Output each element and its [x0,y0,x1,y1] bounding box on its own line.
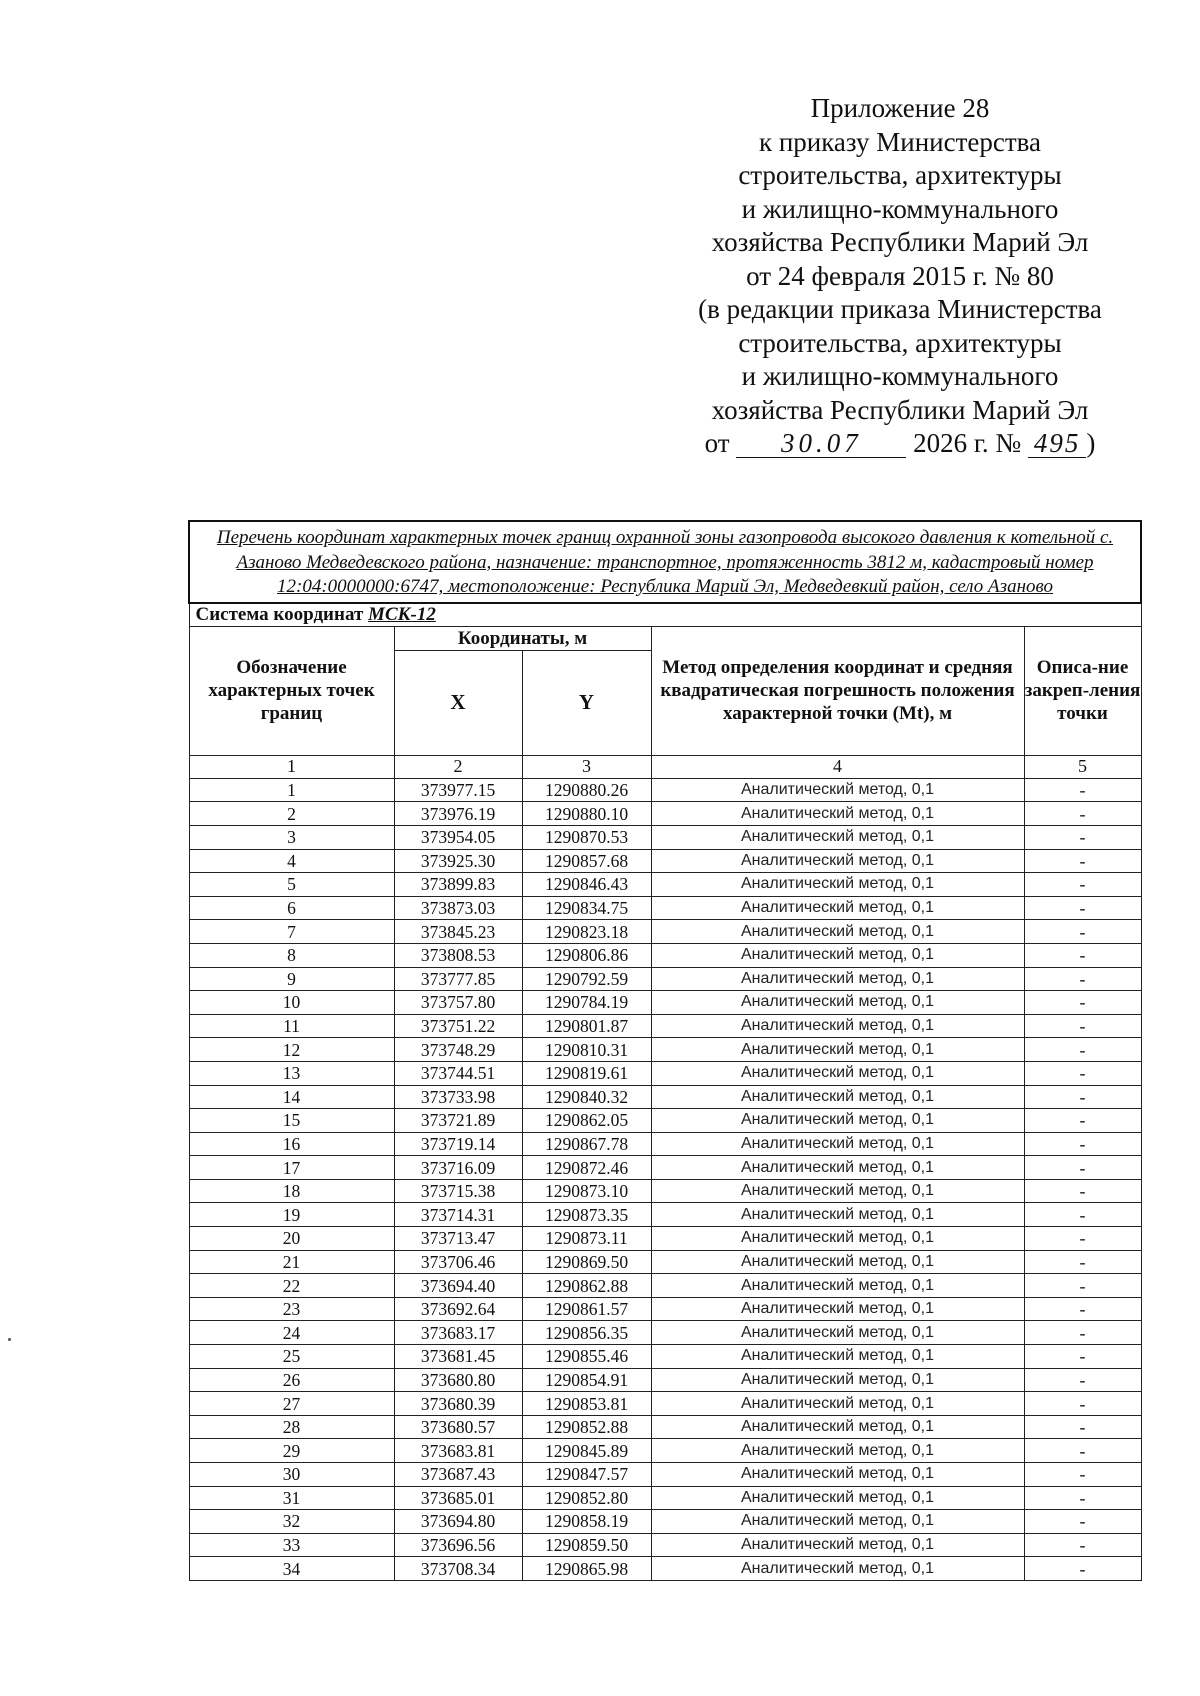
y-coordinate: 1290857.68 [522,849,651,873]
appendix-line: от 24 февраля 2015 г. № 80 [746,260,1054,291]
x-coordinate: 373714.31 [394,1203,522,1227]
description-cell: - [1024,896,1141,920]
x-coordinate: 373925.30 [394,849,522,873]
table-row [189,991,1141,1015]
point-number: 9 [189,967,394,991]
description-cell: - [1024,1463,1141,1487]
table-row [189,1274,1141,1298]
point-number: 30 [189,1463,394,1487]
table-row [189,1156,1141,1180]
column-number-row [189,755,1141,778]
point-number: 34 [189,1557,394,1581]
method-cell: Аналитический метод, 0,1 [651,967,1024,991]
x-coordinate: 373683.17 [394,1321,522,1345]
point-number: 20 [189,1227,394,1251]
point-number: 24 [189,1321,394,1345]
x-coordinate: 373680.80 [394,1368,522,1392]
description-cell: - [1024,802,1141,826]
table-row [189,1109,1141,1133]
y-coordinate: 1290847.57 [522,1463,651,1487]
point-number: 31 [189,1486,394,1510]
y-coordinate: 1290853.81 [522,1392,651,1416]
method-cell: Аналитический метод, 0,1 [651,873,1024,897]
description-cell: - [1024,1533,1141,1557]
x-coordinate: 373715.38 [394,1179,522,1203]
method-cell: Аналитический метод, 0,1 [651,1156,1024,1180]
method-cell: Аналитический метод, 0,1 [651,1510,1024,1534]
method-cell: Аналитический метод, 0,1 [651,1179,1024,1203]
table-row [189,1557,1141,1581]
x-coordinate: 373721.89 [394,1109,522,1133]
y-coordinate: 1290872.46 [522,1156,651,1180]
table-row [189,1321,1141,1345]
table-row [189,1227,1141,1251]
y-coordinate: 1290846.43 [522,873,651,897]
table-body [189,778,1141,1580]
y-coordinate: 1290840.32 [522,1085,651,1109]
x-coordinate: 373873.03 [394,896,522,920]
method-cell: Аналитический метод, 0,1 [651,802,1024,826]
table-row [189,967,1141,991]
x-coordinate: 373976.19 [394,802,522,826]
point-number: 18 [189,1179,394,1203]
y-coordinate: 1290861.57 [522,1297,651,1321]
method-cell: Аналитический метод, 0,1 [651,896,1024,920]
y-coordinate: 1290845.89 [522,1439,651,1463]
y-coordinate: 1290867.78 [522,1132,651,1156]
appendix-line: строительства, архитектуры [738,327,1062,358]
x-coordinate: 373954.05 [394,825,522,849]
point-number: 5 [189,873,394,897]
table-row [189,1061,1141,1085]
x-coordinate: 373708.34 [394,1557,522,1581]
table-row [189,1132,1141,1156]
x-coordinate: 373680.39 [394,1392,522,1416]
appendix-line: и жилищно-коммунального [741,193,1059,224]
appendix-edition-line [640,427,1160,461]
y-coordinate: 1290880.26 [522,778,651,802]
method-cell: Аналитический метод, 0,1 [651,1109,1024,1133]
y-coordinate: 1290784.19 [522,991,651,1015]
y-coordinate: 1290792.59 [522,967,651,991]
method-cell: Аналитический метод, 0,1 [651,1533,1024,1557]
description-cell: - [1024,1085,1141,1109]
point-number: 14 [189,1085,394,1109]
method-cell: Аналитический метод, 0,1 [651,1061,1024,1085]
y-coordinate: 1290834.75 [522,896,651,920]
closing-paren: ) [1086,428,1096,458]
table-row [189,920,1141,944]
table-row [189,778,1141,802]
table-row [189,1038,1141,1062]
x-coordinate: 373757.80 [394,991,522,1015]
description-cell: - [1024,1415,1141,1439]
header-designation: Обозначение характерных точек границ [189,626,394,755]
table-row [189,1179,1141,1203]
y-coordinate: 1290859.50 [522,1533,651,1557]
description-cell: - [1024,991,1141,1015]
y-coordinate: 1290852.80 [522,1486,651,1510]
y-coordinate: 1290856.35 [522,1321,651,1345]
x-coordinate: 373716.09 [394,1156,522,1180]
x-coordinate: 373845.23 [394,920,522,944]
y-coordinate: 1290852.88 [522,1415,651,1439]
y-coordinate: 1290873.10 [522,1179,651,1203]
point-number: 26 [189,1368,394,1392]
table-row [189,1014,1141,1038]
point-number: 23 [189,1297,394,1321]
method-cell: Аналитический метод, 0,1 [651,1345,1024,1369]
description-cell: - [1024,1368,1141,1392]
appendix-line: хозяйства Республики Марий Эл [711,227,1089,257]
method-cell: Аналитический метод, 0,1 [651,1250,1024,1274]
y-coordinate: 1290819.61 [522,1061,651,1085]
x-coordinate: 373683.81 [394,1439,522,1463]
y-coordinate: 1290858.19 [522,1510,651,1534]
point-number: 12 [189,1038,394,1062]
y-coordinate: 1290854.91 [522,1368,651,1392]
point-number: 27 [189,1392,394,1416]
description-cell: - [1024,1321,1141,1345]
table-row [189,896,1141,920]
point-number: 1 [189,778,394,802]
point-number: 6 [189,896,394,920]
y-coordinate: 1290806.86 [522,943,651,967]
y-coordinate: 1290823.18 [522,920,651,944]
method-cell: Аналитический метод, 0,1 [651,1392,1024,1416]
y-coordinate: 1290873.35 [522,1203,651,1227]
handwritten-date: 30.07 [736,429,906,458]
coordinate-system-label: Система координат [195,603,364,625]
method-cell: Аналитический метод, 0,1 [651,1203,1024,1227]
coordinate-system-value: МСК-12 [368,603,436,625]
x-coordinate: 373977.15 [394,778,522,802]
y-coordinate: 1290862.05 [522,1109,651,1133]
description-cell: - [1024,1061,1141,1085]
column-number: 4 [651,755,1024,778]
point-number: 17 [189,1156,394,1180]
method-cell: Аналитический метод, 0,1 [651,1227,1024,1251]
point-number: 21 [189,1250,394,1274]
method-cell: Аналитический метод, 0,1 [651,1014,1024,1038]
point-number: 2 [189,802,394,826]
y-coordinate: 1290810.31 [522,1038,651,1062]
header-y: Y [522,650,651,755]
y-coordinate: 1290873.11 [522,1227,651,1251]
point-number: 29 [189,1439,394,1463]
date-prefix: от [704,428,730,458]
description-cell: - [1024,873,1141,897]
point-number: 11 [189,1014,394,1038]
method-cell: Аналитический метод, 0,1 [651,1415,1024,1439]
description-cell: - [1024,1345,1141,1369]
method-cell: Аналитический метод, 0,1 [651,1038,1024,1062]
table-row [189,1203,1141,1227]
table-row [189,825,1141,849]
point-number: 10 [189,991,394,1015]
point-number: 3 [189,825,394,849]
description-cell: - [1024,1203,1141,1227]
description-cell: - [1024,1250,1141,1274]
table-row [189,1085,1141,1109]
x-coordinate: 373694.40 [394,1274,522,1298]
method-cell: Аналитический метод, 0,1 [651,1274,1024,1298]
method-cell: Аналитический метод, 0,1 [651,1486,1024,1510]
description-cell: - [1024,1297,1141,1321]
table-row [189,1510,1141,1534]
coordinates-table [188,520,1142,1581]
x-coordinate: 373808.53 [394,943,522,967]
header-description: Описа-ние закреп-ления точки [1024,626,1141,755]
table-title: Перечень координат характерных точек границ охранной зоны газопровода высокого давления к котельной с. Азаново Медведевского района, назначение: транспортное, протяженность 3812 м, кадастровый номер 12:04:0000000:6747, местоположение: Республика Марий Эл, Медведевкий район, село Азаново [189,521,1141,603]
x-coordinate: 373733.98 [394,1085,522,1109]
method-cell: Аналитический метод, 0,1 [651,778,1024,802]
method-cell: Аналитический метод, 0,1 [651,1132,1024,1156]
column-number: 5 [1024,755,1141,778]
table-row [189,1368,1141,1392]
y-coordinate: 1290869.50 [522,1250,651,1274]
description-cell: - [1024,967,1141,991]
x-coordinate: 373719.14 [394,1132,522,1156]
x-coordinate: 373687.43 [394,1463,522,1487]
point-number: 25 [189,1345,394,1369]
method-cell: Аналитический метод, 0,1 [651,1557,1024,1581]
description-cell: - [1024,1439,1141,1463]
x-coordinate: 373713.47 [394,1227,522,1251]
table-row [189,943,1141,967]
year-label: 2026 г. № [913,428,1022,458]
x-coordinate: 373706.46 [394,1250,522,1274]
appendix-line: хозяйства Республики Марий Эл [711,394,1089,425]
point-number: 16 [189,1132,394,1156]
description-cell: - [1024,778,1141,802]
method-cell: Аналитический метод, 0,1 [651,849,1024,873]
coordinate-system [189,603,1141,627]
appendix-line: строительства, архитектуры [738,160,1062,190]
description-cell: - [1024,1392,1141,1416]
x-coordinate: 373696.56 [394,1533,522,1557]
handwritten-number: 495 [1028,429,1087,458]
y-coordinate: 1290855.46 [522,1345,651,1369]
x-coordinate: 373685.01 [394,1486,522,1510]
description-cell: - [1024,1179,1141,1203]
y-coordinate: 1290880.10 [522,802,651,826]
description-cell: - [1024,1557,1141,1581]
method-cell: Аналитический метод, 0,1 [651,1297,1024,1321]
method-cell: Аналитический метод, 0,1 [651,1439,1024,1463]
y-coordinate: 1290865.98 [522,1557,651,1581]
description-cell: - [1024,1132,1141,1156]
method-cell: Аналитический метод, 0,1 [651,1368,1024,1392]
x-coordinate: 373680.57 [394,1415,522,1439]
point-number: 15 [189,1109,394,1133]
point-number: 32 [189,1510,394,1534]
table-row [189,1297,1141,1321]
x-coordinate: 373681.45 [394,1345,522,1369]
appendix-line: Приложение 28 [810,93,990,123]
table-row [189,1345,1141,1369]
x-coordinate: 373692.64 [394,1297,522,1321]
x-coordinate: 373777.85 [394,967,522,991]
column-number: 3 [522,755,651,778]
description-cell: - [1024,849,1141,873]
description-cell: - [1024,1014,1141,1038]
point-number: 28 [189,1415,394,1439]
header-method: Метод определения координат и средняя квадратическая погрешность положения характерной точки (Mt), м [651,626,1024,755]
point-number: 13 [189,1061,394,1085]
y-coordinate: 1290862.88 [522,1274,651,1298]
column-number: 2 [394,755,522,778]
x-coordinate: 373744.51 [394,1061,522,1085]
method-cell: Аналитический метод, 0,1 [651,1463,1024,1487]
point-number: 22 [189,1274,394,1298]
point-number: 7 [189,920,394,944]
x-coordinate: 373899.83 [394,873,522,897]
x-coordinate: 373694.80 [394,1510,522,1534]
description-cell: - [1024,1109,1141,1133]
table-row [189,802,1141,826]
method-cell: Аналитический метод, 0,1 [651,920,1024,944]
description-cell: - [1024,920,1141,944]
x-coordinate: 373748.29 [394,1038,522,1062]
table-row [189,1533,1141,1557]
method-cell: Аналитический метод, 0,1 [651,991,1024,1015]
y-coordinate: 1290801.87 [522,1014,651,1038]
description-cell: - [1024,1274,1141,1298]
column-number: 1 [189,755,394,778]
table-row [189,1439,1141,1463]
description-cell: - [1024,1038,1141,1062]
scan-speck [8,1338,11,1341]
y-coordinate: 1290870.53 [522,825,651,849]
appendix-header [640,92,1160,461]
method-cell: Аналитический метод, 0,1 [651,943,1024,967]
table-row [189,1415,1141,1439]
table-row [189,849,1141,873]
header-coordinates: Координаты, м [394,626,651,650]
appendix-line: (в редакции приказа Министерства [698,294,1102,324]
description-cell: - [1024,825,1141,849]
appendix-line: и жилищно-коммунального [741,361,1059,391]
description-cell: - [1024,1227,1141,1251]
table-row [189,1250,1141,1274]
point-number: 19 [189,1203,394,1227]
table-row [189,1486,1141,1510]
method-cell: Аналитический метод, 0,1 [651,1321,1024,1345]
appendix-line: к приказу Министерства [758,126,1042,157]
description-cell: - [1024,943,1141,967]
point-number: 8 [189,943,394,967]
description-cell: - [1024,1486,1141,1510]
description-cell: - [1024,1156,1141,1180]
point-number: 4 [189,849,394,873]
table-row [189,1463,1141,1487]
x-coordinate: 373751.22 [394,1014,522,1038]
table-row [189,873,1141,897]
table-row [189,1392,1141,1416]
header-x: X [394,650,522,755]
point-number: 33 [189,1533,394,1557]
method-cell: Аналитический метод, 0,1 [651,825,1024,849]
method-cell: Аналитический метод, 0,1 [651,1085,1024,1109]
description-cell: - [1024,1510,1141,1534]
